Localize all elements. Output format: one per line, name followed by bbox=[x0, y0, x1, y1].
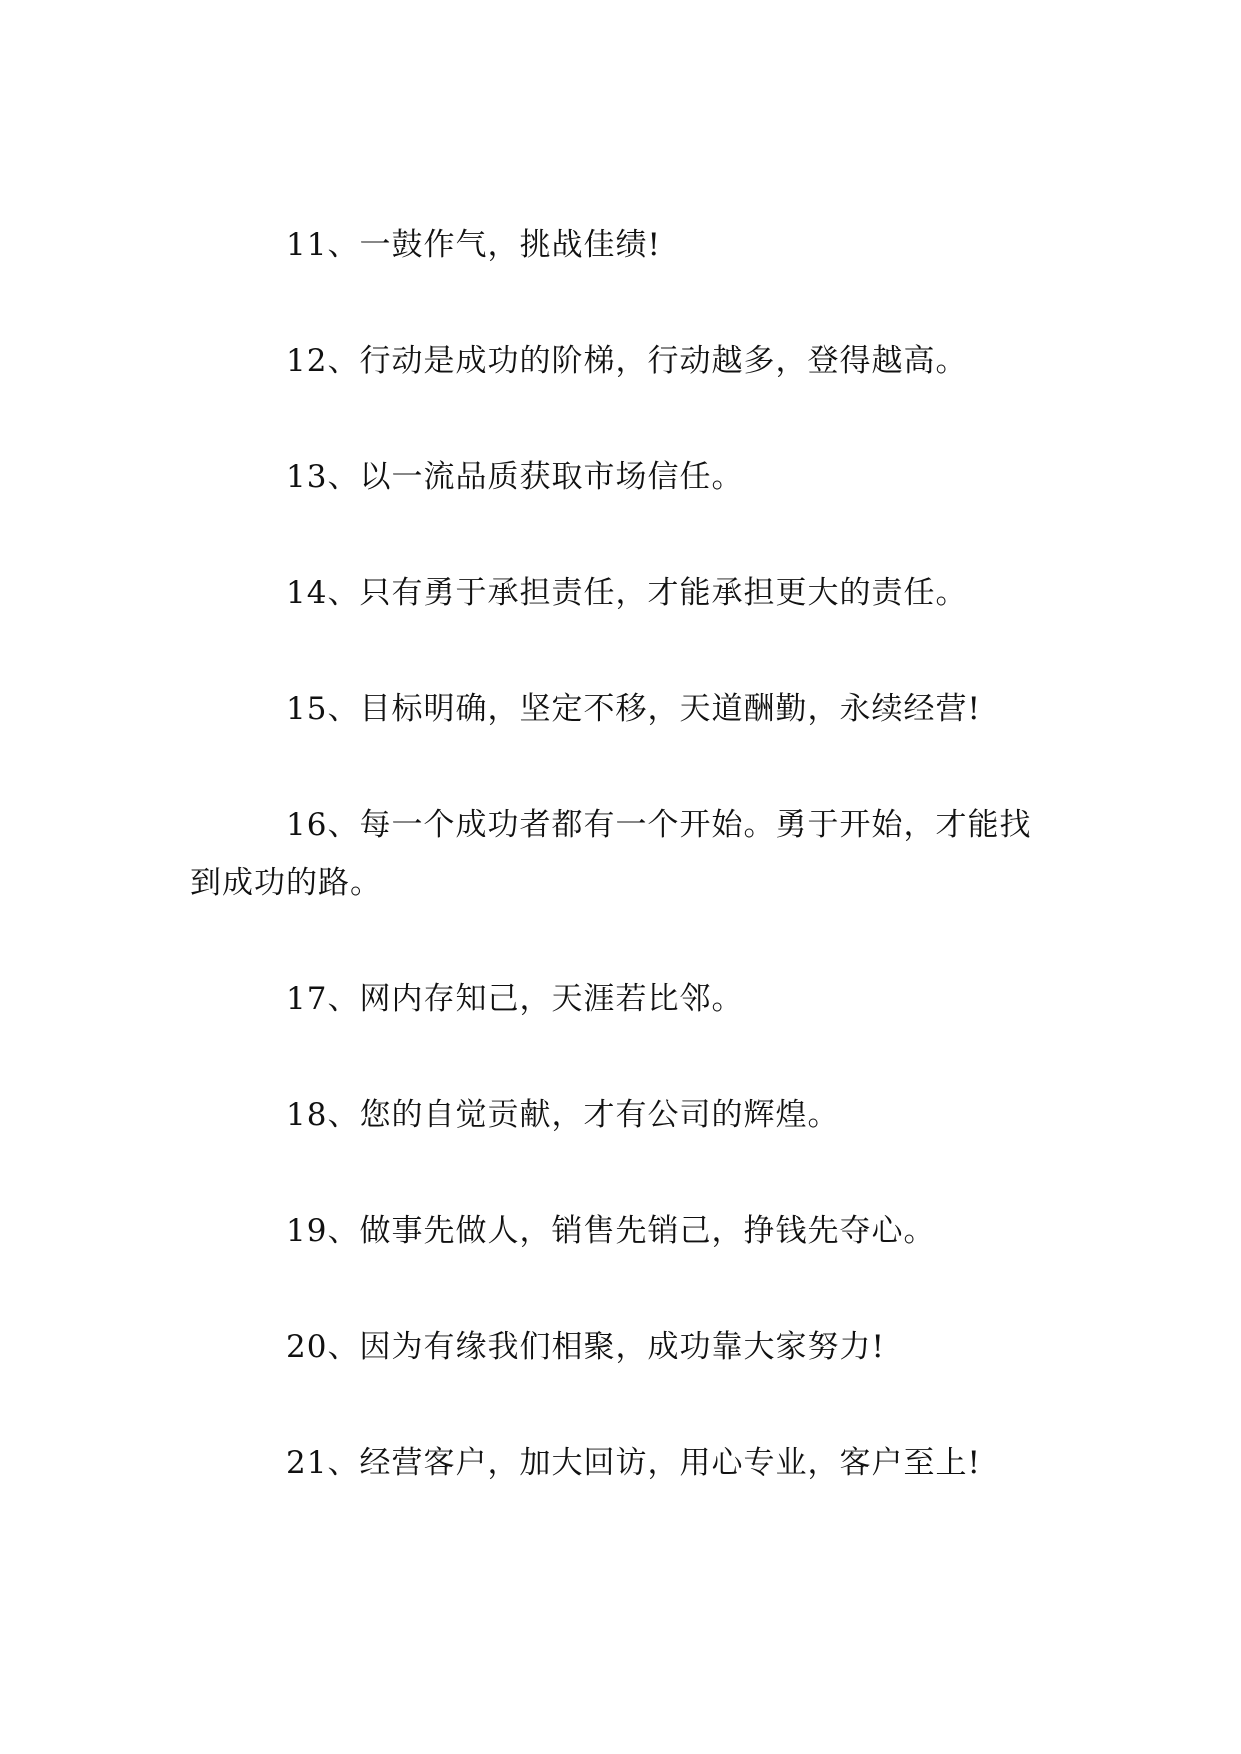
paragraph-11: 11、一鼓作气，挑战佳绩! bbox=[286, 227, 661, 263]
paragraph-14: 14、只有勇于承担责任，才能承担更大的责任。 bbox=[286, 575, 968, 611]
paragraph-15: 15、目标明确，坚定不移，天道酬勤，永续经营! bbox=[286, 691, 981, 727]
paragraph-17: 17、网内存知己，天涯若比邻。 bbox=[286, 981, 744, 1017]
paragraph-18: 18、您的自觉贡献，才有公司的辉煌。 bbox=[286, 1097, 840, 1133]
paragraph-21: 21、经营客户，加大回访，用心专业，客户至上! bbox=[286, 1445, 981, 1481]
paragraph-13: 13、以一流品质获取市场信任。 bbox=[286, 459, 744, 495]
paragraph-20: 20、因为有缘我们相聚，成功靠大家努力! bbox=[286, 1329, 885, 1365]
paragraph-16: 16、每一个成功者都有一个开始。勇于开始，才能找到成功的路。 bbox=[190, 807, 1032, 901]
paragraph-12: 12、行动是成功的阶梯，行动越多，登得越高。 bbox=[286, 343, 968, 379]
paragraph-19: 19、做事先做人，销售先销己，挣钱先夺心。 bbox=[286, 1213, 936, 1249]
